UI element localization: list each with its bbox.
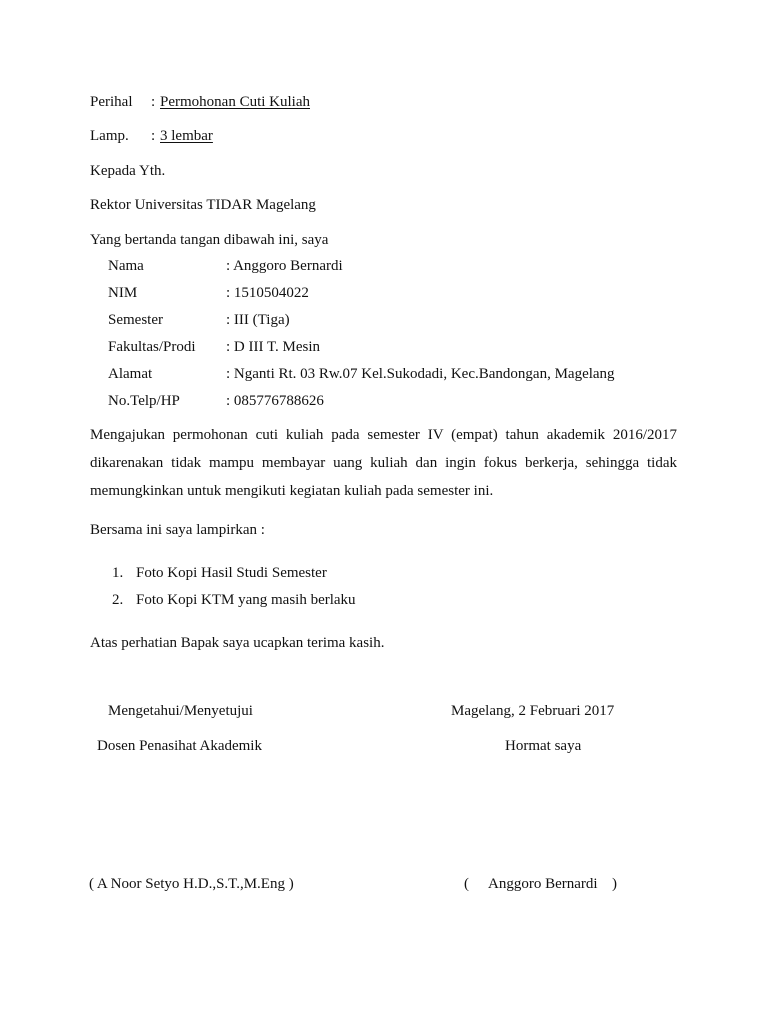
identity-value-fakultas: : D III T. Mesin [226, 339, 321, 355]
lamp-value: 3 lembar [160, 128, 213, 144]
left-signature-role: Dosen Penasihat Akademik [97, 738, 262, 754]
identity-value-nim: : 1510504022 [226, 285, 309, 301]
intro-text: Yang bertanda tangan dibawah ini, saya [90, 232, 329, 248]
place-date: Magelang, 2 Februari 2017 [451, 703, 615, 719]
identity-value-semester: : III (Tiga) [226, 312, 290, 328]
closing-text: Atas perhatian Bapak saya ucapkan terima kasih. [90, 635, 385, 651]
right-signature-paren-open: ( [464, 876, 469, 892]
attachment-number-1: 1. [112, 565, 124, 581]
identity-value-nama: : Anggoro Bernardi [226, 258, 343, 274]
left-signature-title: Mengetahui/Menyetujui [108, 703, 253, 719]
attachment-item-2: Foto Kopi KTM yang masih berlaku [136, 592, 356, 608]
identity-label-semester: Semester [108, 312, 163, 328]
recipient-greeting: Kepada Yth. [90, 163, 166, 179]
attachments-intro: Bersama ini saya lampirkan : [90, 522, 265, 538]
attachment-number-2: 2. [112, 592, 124, 608]
body-paragraph: Mengajukan permohonan cuti kuliah pada semester IV (empat) tahun akademik 2016/2017 dikarenakan tidak mampu membayar uang kuliah dan ingin fokus berkerja, sehingga tidak memungkinkan untuk mengikuti kegiatan kuliah pada semester ini. [90, 427, 677, 499]
attachment-item-1: Foto Kopi Hasil Studi Semester [136, 565, 327, 581]
perihal-label: Perihal [90, 94, 133, 110]
right-signature-name: Anggoro Bernardi [488, 876, 598, 892]
perihal-separator: : [151, 94, 156, 110]
identity-label-telp: No.Telp/HP [108, 393, 180, 409]
lamp-separator: : [151, 128, 156, 144]
recipient-name: Rektor Universitas TIDAR Magelang [90, 197, 316, 213]
identity-value-telp: : 085776788626 [226, 393, 324, 409]
identity-label-fakultas: Fakultas/Prodi [108, 339, 196, 355]
left-signature-name: ( A Noor Setyo H.D.,S.T.,M.Eng ) [89, 876, 294, 892]
right-signature-paren-close: ) [612, 876, 617, 892]
perihal-value: Permohonan Cuti Kuliah [160, 94, 310, 110]
identity-label-nama: Nama [108, 258, 144, 274]
identity-label-nim: NIM [108, 285, 138, 301]
identity-value-alamat: : Nganti Rt. 03 Rw.07 Kel.Sukodadi, Kec.Bandongan, Magelang [226, 366, 615, 382]
lamp-label: Lamp. [90, 128, 129, 144]
right-signature-role: Hormat saya [505, 738, 582, 754]
identity-label-alamat: Alamat [108, 366, 153, 382]
